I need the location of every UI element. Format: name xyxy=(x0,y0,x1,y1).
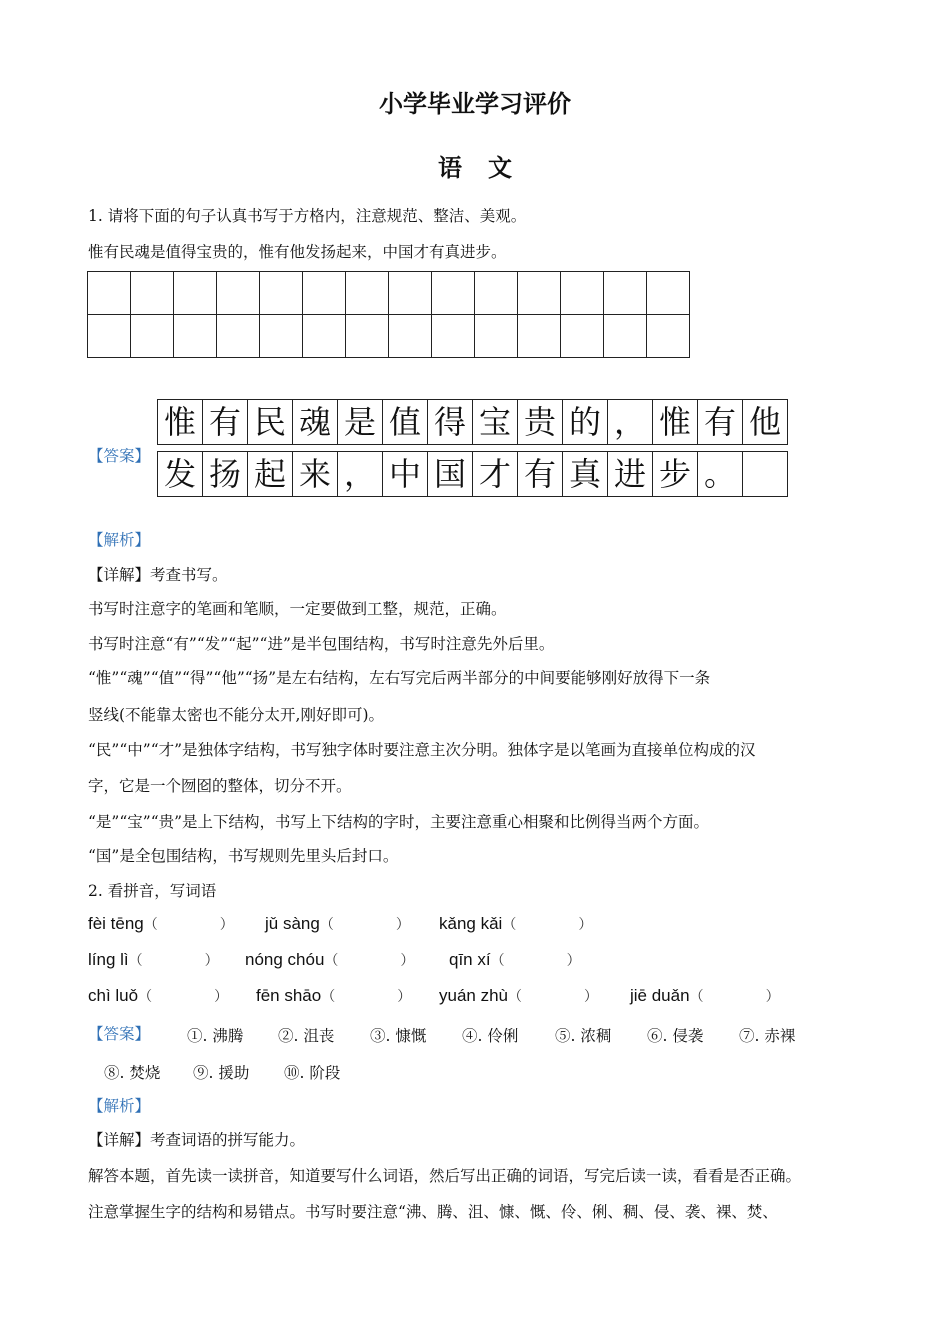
detail-text: 考查书写。 xyxy=(150,566,228,584)
answer-cell: 有 xyxy=(203,400,248,445)
answer-cell: 得 xyxy=(428,400,473,445)
answer-cell: 贵 xyxy=(518,400,563,445)
subject-title: 语文 xyxy=(438,153,538,182)
answer-cell: 有 xyxy=(698,400,743,445)
q2-analysis-line: 解答本题，首先读一读拼音，知道要写什么词语，然后写出正确的词语，写完后读一读，看看是否正确。 xyxy=(88,1167,802,1185)
answer-cell: 中 xyxy=(383,452,428,497)
answer-cell: 值 xyxy=(383,400,428,445)
answer-item: ④. 伶俐 xyxy=(462,1027,519,1045)
q2-prompt: 2. 看拼音，写词语 xyxy=(88,882,217,900)
answer-item: ⑨. 援助 xyxy=(193,1064,250,1082)
answer-item: ②. 沮丧 xyxy=(278,1027,335,1045)
q2-analysis-label: 【解析】 xyxy=(88,1097,151,1115)
answer-cell: 起 xyxy=(248,452,293,497)
detail-label: 【详解】 xyxy=(88,1131,151,1149)
answer-item: ⑤. 浓稠 xyxy=(555,1027,612,1045)
answer-cell: 发 xyxy=(158,452,203,497)
answer-cell: 。 xyxy=(698,452,743,497)
answer-cell: 真 xyxy=(563,452,608,497)
grid-row xyxy=(88,272,690,315)
answer-cell: 他 xyxy=(743,400,788,445)
answer-item: ⑥. 侵袭 xyxy=(647,1027,704,1045)
answer-cell: 是 xyxy=(338,400,383,445)
answer-cell: ， xyxy=(338,452,383,497)
q1-analysis-line: 字，它是一个囫囵的整体，切分不开。 xyxy=(88,777,352,795)
q1-analysis-line: “国”是全包围结构，书写规则先里头后封口。 xyxy=(88,847,399,865)
q1-analysis-label: 【解析】 xyxy=(88,531,151,549)
q2-detail xyxy=(88,1130,305,1150)
answer-cell: 民 xyxy=(248,400,293,445)
detail-text: 考查词语的拼写能力。 xyxy=(150,1131,306,1149)
q1-detail xyxy=(88,565,228,585)
answer-cell: 扬 xyxy=(203,452,248,497)
answer-cell xyxy=(743,452,788,497)
pinyin-item: fēn shāo（ ） xyxy=(256,986,412,1005)
answer-cell: ， xyxy=(608,400,653,445)
answer-cell: 的 xyxy=(563,400,608,445)
answer-cell: 魂 xyxy=(293,400,338,445)
answer-cell: 国 xyxy=(428,452,473,497)
q1-analysis-line: “民”“中”“才”是独体字结构，书写独字体时要注意主次分明。独体字是以笔画为直接单位构成的汉 xyxy=(88,741,756,759)
pinyin-item: líng lì（ ） xyxy=(88,950,219,969)
q2-answer-label: 【答案】 xyxy=(88,1025,151,1043)
answer-cell: 来 xyxy=(293,452,338,497)
q1-answer-label: 【答案】 xyxy=(88,447,151,465)
pinyin-item: kǎng kǎi（ ） xyxy=(439,914,593,933)
answer-item: ⑧. 焚烧 xyxy=(104,1064,161,1082)
q1-analysis-line: 书写时注意“有”“发”“起”“进”是半包围结构，书写时注意先外后里。 xyxy=(88,635,555,653)
q1-analysis-line: 书写时注意字的笔画和笔顺，一定要做到工整，规范，正确。 xyxy=(88,600,507,618)
answer-cell: 有 xyxy=(518,452,563,497)
answer-item: ①. 沸腾 xyxy=(187,1027,244,1045)
answer-item: ③. 慷慨 xyxy=(370,1027,427,1045)
grid-row xyxy=(88,315,690,358)
answer-cell: 惟 xyxy=(653,400,698,445)
answer-cell: 才 xyxy=(473,452,518,497)
q1-sentence: 惟有民魂是值得宝贵的，惟有他发扬起来，中国才有真进步。 xyxy=(88,243,507,261)
q1-prompt: 1. 请将下面的句子认真书写于方格内，注意规范、整洁、美观。 xyxy=(88,207,527,225)
q2-analysis-line: 注意掌握生字的结构和易错点。书写时要注意“沸、腾、沮、慷、慨、伶、俐、稠、侵、袭、裸、焚、 xyxy=(88,1203,778,1221)
q1-analysis-line: 竖线(不能靠太密也不能分太开,刚好即可)。 xyxy=(88,706,385,724)
answer-cell: 步 xyxy=(653,452,698,497)
pinyin-item: jǔ sàng（ ） xyxy=(265,914,410,933)
answer-item: ⑩. 阶段 xyxy=(284,1064,341,1082)
pinyin-item: fèi tēng（ ） xyxy=(88,914,234,933)
pinyin-item: nóng chóu（ ） xyxy=(245,950,415,969)
pinyin-item: yuán zhù（ ） xyxy=(439,986,598,1005)
answer-item: ⑦. 赤裸 xyxy=(739,1027,796,1045)
main-title: 小学毕业学习评价 xyxy=(379,89,571,118)
pinyin-item: qīn xí（ ） xyxy=(449,950,581,969)
pinyin-item: chì luǒ（ ） xyxy=(88,986,229,1005)
answer-cell: 宝 xyxy=(473,400,518,445)
answer-cell: 进 xyxy=(608,452,653,497)
answer-cell: 惟 xyxy=(158,400,203,445)
q1-analysis-line: “惟”“魂”“值”“得”“他”“扬”是左右结构，左右写完后两半部分的中间要能够刚好放得下一条 xyxy=(88,669,711,687)
pinyin-item: jiē duǎn（ ） xyxy=(630,986,780,1005)
detail-label: 【详解】 xyxy=(88,566,151,584)
q1-analysis-line: “是”“宝”“贵”是上下结构，书写上下结构的字时，主要注意重心相聚和比例得当两个方面。 xyxy=(88,813,710,831)
q1-writing-grid xyxy=(87,271,690,358)
q1-answer-grid-row1 xyxy=(157,399,788,445)
q1-answer-grid-row2 xyxy=(157,451,788,497)
